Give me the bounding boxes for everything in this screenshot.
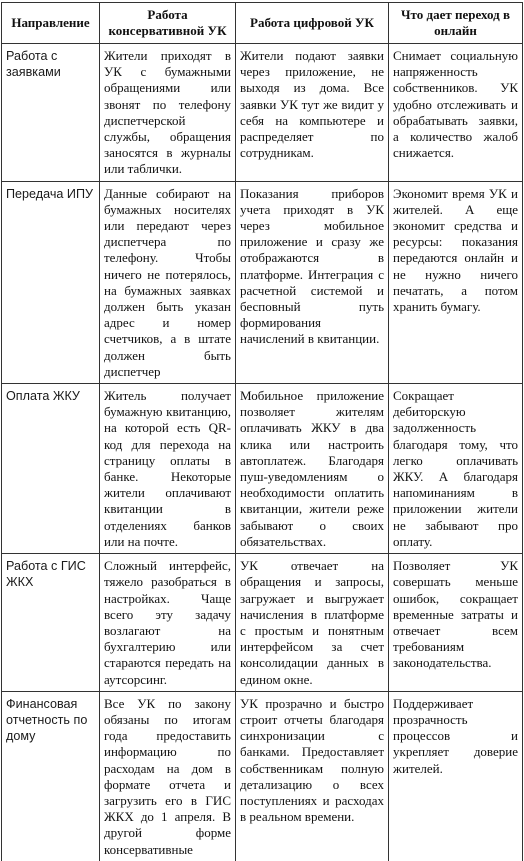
row-digital: Мобильное приложение позволяет жителям оплачивать ЖКУ в два клика или настроить автоплатеж. Благодаря пуш-уведомлениям о необходимости оплатить квитанции, жители реже забывают о своих обязательствах. — [236, 384, 389, 554]
row-conservative: Сложный интерфейс, тяжело разобраться в настройках. Чаще всего эту задачу возлагают на бухгалтерию или стараются передать на аутсорсинг. — [100, 554, 236, 692]
row-digital: УК отвечает на обращения и запросы, загружает и выгружает начисления в платформе с простым и понятным интерфейсом за счет консолидации данных в едином окне. — [236, 554, 389, 692]
table-row — [2, 554, 523, 692]
table-row — [2, 384, 523, 554]
row-digital: Жители подают заявки через приложение, не выходя из дома. Все заявки УК тут же видит у себя на компьютере и распределяет по сотрудникам. — [236, 44, 389, 182]
row-benefit: Поддерживает прозрачность процессов и укрепляет доверие жителей. — [389, 691, 523, 861]
row-digital: Показания приборов учета приходят в УК через мобильное приложение и сразу же отображаются в платформе. Интеграция с расчетной системой и бесповный путь формирования начислений в квитанции. — [236, 181, 389, 383]
table-row — [2, 44, 523, 182]
row-benefit: Снимает социальную напряженность собственников. УК удобно отслеживать и обрабатывать заявки, а количество жалоб снижается. — [389, 44, 523, 182]
row-direction: Работа с ГИС ЖКХ — [2, 554, 100, 692]
table-row — [2, 181, 523, 383]
header-row — [2, 3, 523, 44]
row-benefit: Позволяет УК совершать меньше ошибок, сокращает временные затраты и отвечает всем требованиям законодательства. — [389, 554, 523, 692]
row-direction: Оплата ЖКУ — [2, 384, 100, 554]
header-direction: Направление — [2, 3, 100, 44]
table-row — [2, 691, 523, 861]
row-conservative: Житель получает бумажную квитанцию, на которой есть QR-код для перехода на страницу оплаты в банке. Некоторые жители оплачивают квитанции в отделениях банков или на почте. — [100, 384, 236, 554]
row-direction: Работа с заявками — [2, 44, 100, 182]
row-conservative: Данные собирают на бумажных носителях или передают через диспетчера по телефону. Чтобы ничего не потерялось, на бумажных заявках должен быть указан адрес и номер счетчиков, а в штате должен быть диспетчер — [100, 181, 236, 383]
row-benefit: Экономит время УК и жителей. А еще экономит средства и ресурсы: показания передаются онлайн и не нужно ничего печатать, а потом хранить бумагу. — [389, 181, 523, 383]
row-direction: Передача ИПУ — [2, 181, 100, 383]
row-conservative: Все УК по закону обязаны по итогам года предоставить информацию по расходам на дом в формате отчета и загрузить его в ГИС ЖКХ до 1 апреля. В другой форме консервативные — [100, 691, 236, 861]
header-benefit: Что дает переход в онлайн — [389, 3, 523, 44]
header-digital: Работа цифровой УК — [236, 3, 389, 44]
row-direction: Финансовая отчетность по дому — [2, 691, 100, 861]
comparison-table — [1, 2, 523, 861]
row-conservative: Жители приходят в УК с бумажными обращениями или звонят по телефону диспетчерской службы, обращения заносятся в журналы или таблички. — [100, 44, 236, 182]
header-conservative: Работа консервативной УК — [100, 3, 236, 44]
row-benefit: Сокращает дебиторскую задолженность благодаря тому, что легко оплачивать ЖКУ. А благодаря напоминаниям в приложении жители не забывают про оплату. — [389, 384, 523, 554]
row-digital: УК прозрачно и быстро строит отчеты благодаря синхронизации с банками. Предоставляет собственникам полную детализацию о всех поступлениях и расходах в реальном времени. — [236, 691, 389, 861]
